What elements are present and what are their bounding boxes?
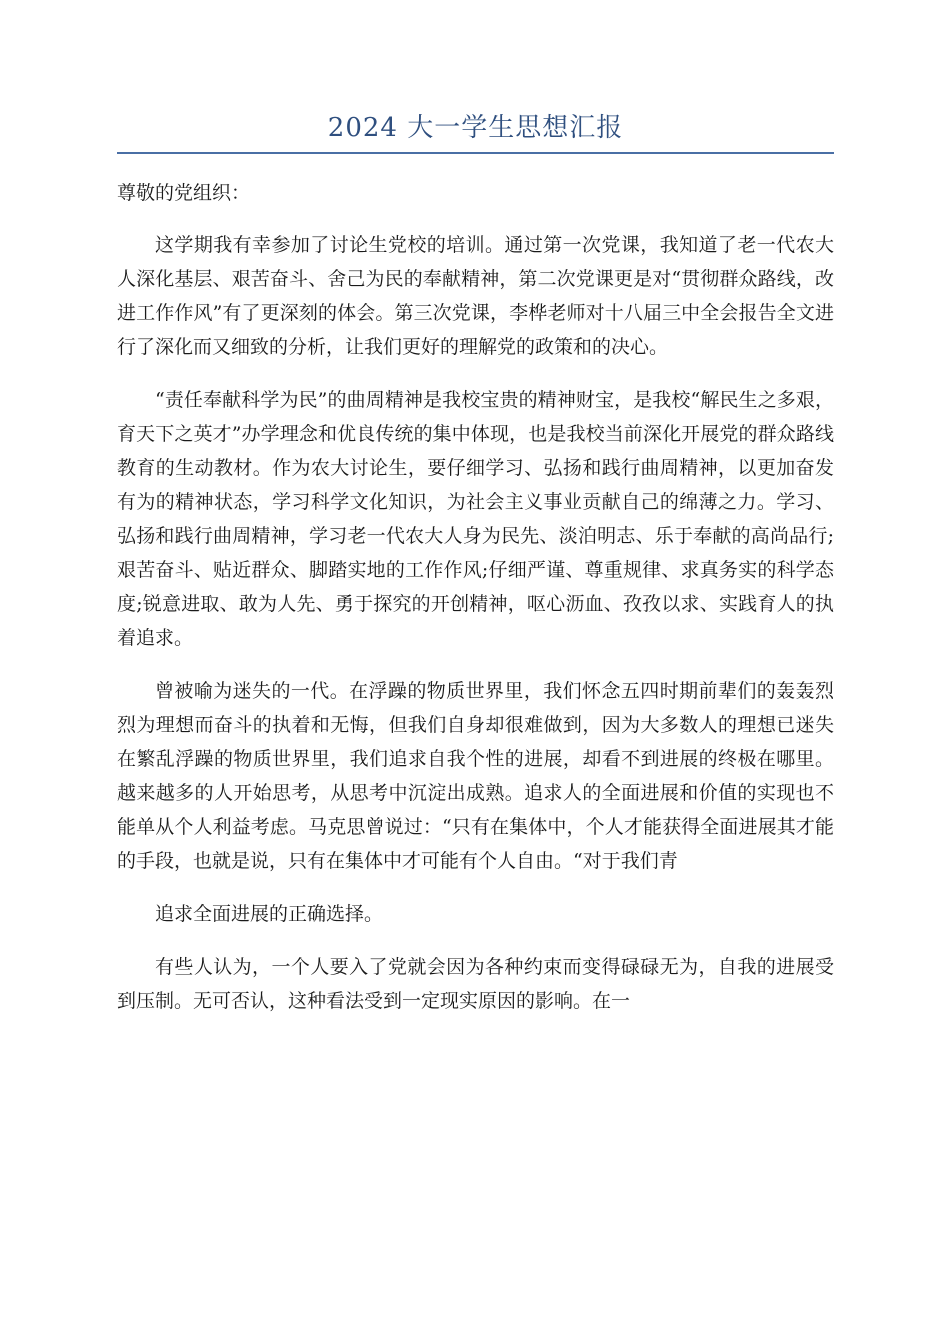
paragraph-1: 这学期我有幸参加了讨论生党校的培训。通过第一次党课，我知道了老一代农大人深化基层、艰苦奋斗、舍己为民的奉献精神，第二次党课更是对“贯彻群众路线，改进工作作风”有了更深刻的体会。第三次党课，李桦老师对十八届三中全会报告全文进行了深化而又细致的分析，让我们更好的理解党的政策和的决心。 (117, 234, 834, 358)
paragraph-3: 曾被喻为迷失的一代。在浮躁的物质世界里，我们怀念五四时期前辈们的轰轰烈烈为理想而奋斗的执着和无悔，但我们自身却很难做到，因为大多数人的理想已迷失在繁乱浮躁的物质世界里，我们追求自我个性的进展，却看不到进展的终极在哪里。越来越多的人开始思考，从思考中沉淀出成熟。追求人的全面进展和价值的实现也不能单从个人利益考虑。马克思曾说过：“只有在集体中，个人才能获得全面进展其才能的手段，也就是说，只有在集体中才可能有个人自由。“对于我们青 (117, 680, 834, 872)
document-title: 2024 大一学生思想汇报 (117, 108, 834, 154)
paragraph-2: “责任奉献科学为民”的曲周精神是我校宝贵的精神财宝，是我校“解民生之多艰，育天下之英才”办学理念和优良传统的集中体现，也是我校当前深化开展党的群众路线教育的生动教材。作为农大讨论生，要仔细学习、弘扬和践行曲周精神，以更加奋发有为的精神状态，学习科学文化知识，为社会主义事业贡献自己的绵薄之力。学习、弘扬和践行曲周精神，学习老一代农大人身为民先、淡泊明志、乐于奉献的高尚品行;艰苦奋斗、贴近群众、脚踏实地的工作作风;仔细严谨、尊重规律、求真务实的科学态度;锐意进取、敢为人先、勇于探究的开创精神，呕心沥血、孜孜以求、实践育人的执着追求。 (117, 389, 834, 649)
paragraph-4: 追求全面进展的正确选择。 (155, 903, 384, 925)
document-page (117, 108, 834, 1037)
paragraph-5: 有些人认为，一个人要入了党就会因为各种约束而变得碌碌无为，自我的进展受到压制。无可否认，这种看法受到一定现实原因的影响。在一 (117, 956, 834, 1012)
salutation: 尊敬的党组织： (117, 182, 251, 204)
